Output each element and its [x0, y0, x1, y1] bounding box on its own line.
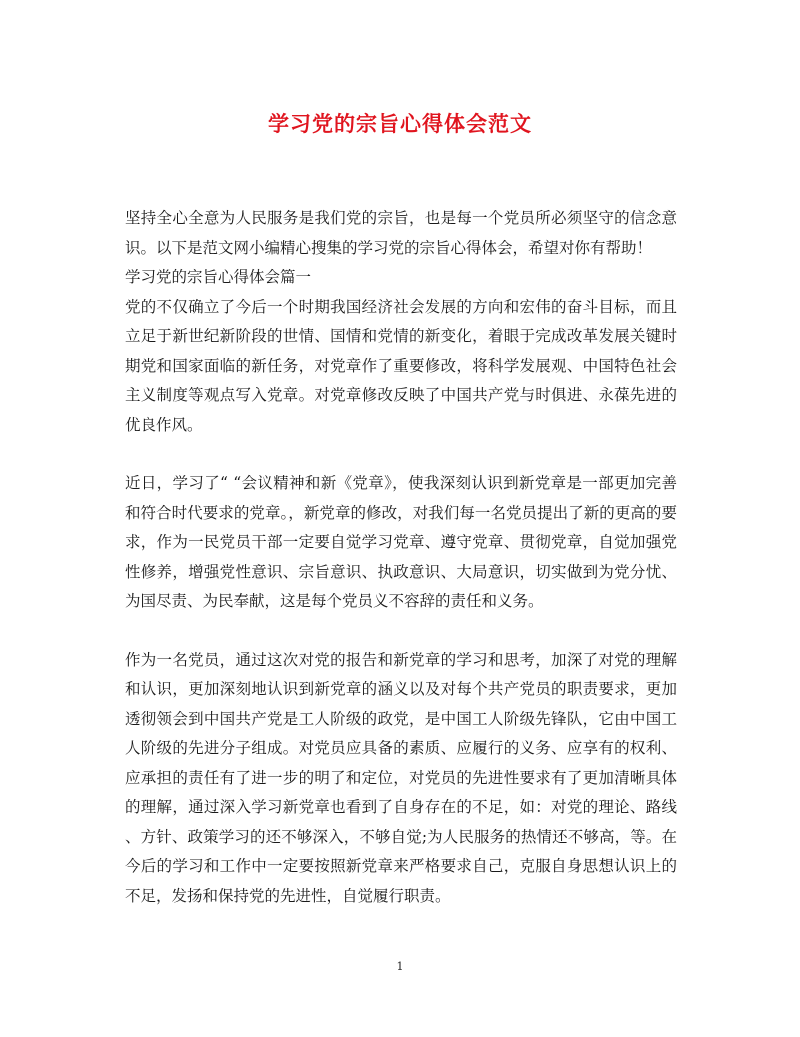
section-heading: 学习党的宗旨心得体会篇一	[125, 268, 312, 286]
intro-paragraph: 坚持全心全意为人民服务是我们党的宗旨，也是每一个党员所必须坚守的信念意识。以下是范文网小编精心搜集的学习党的宗旨心得体会，希望对你有帮助！	[125, 209, 677, 257]
document-body	[125, 204, 677, 911]
body-paragraph-1: 党的不仅确立了今后一个时期我国经济社会发展的方向和宏伟的奋斗目标，而且立足于新世纪新阶段的世情、国情和党情的新变化，着眼于完成改革发展关键时期党和国家面临的新任务，对党章作了重要修改，将科学发展观、中国特色社会主义制度等观点写入党章。对党章修改反映了中国共产党与时俱进、永葆先进的优良作风。	[125, 297, 677, 434]
page-number: 1	[396, 960, 404, 973]
body-paragraph-2: 近日，学习了“ “会议精神和新《党章》，使我深刻认识到新党章是一部更加完善和符合时代要求的党章。，新党章的修改，对我们每一名党员提出了新的更高的要求，作为一民党员干部一定要自觉学习党章、遵守党章、贯彻党章，自觉加强党性修养，增强党性意识、宗旨意识、执政意识、大局意识，切实做到为党分忧、为国尽责、为民奉献，这是每个党员义不容辞的责任和义务。	[125, 474, 677, 610]
body-paragraph-3: 作为一名党员，通过这次对党的报告和新党章的学习和思考，加深了对党的理解和认识，更加深刻地认识到新党章的涵义以及对每个共产党员的职责要求，更加透彻领会到中国共产党是工人阶级的政党，是中国工人阶级先锋队，它由中国工人阶级的先进分子组成。对党员应具备的素质、应履行的义务、应享有的权利、应承担的责任有了进一步的明了和定位，对党员的先进性要求有了更加清晰具体的理解，通过深入学习新党章也看到了自身存在的不足，如：对党的理论、路线、方针、政策学习的还不够深入，不够自觉;为人民服务的热情还不够高，等。在今后的学习和工作中一定要按照新党章来严格要求自己，克服自身思想认识上的不足，发扬和保持党的先进性，自觉履行职责。	[125, 650, 677, 905]
document-title: 学习党的宗旨心得体会范文	[268, 111, 532, 136]
